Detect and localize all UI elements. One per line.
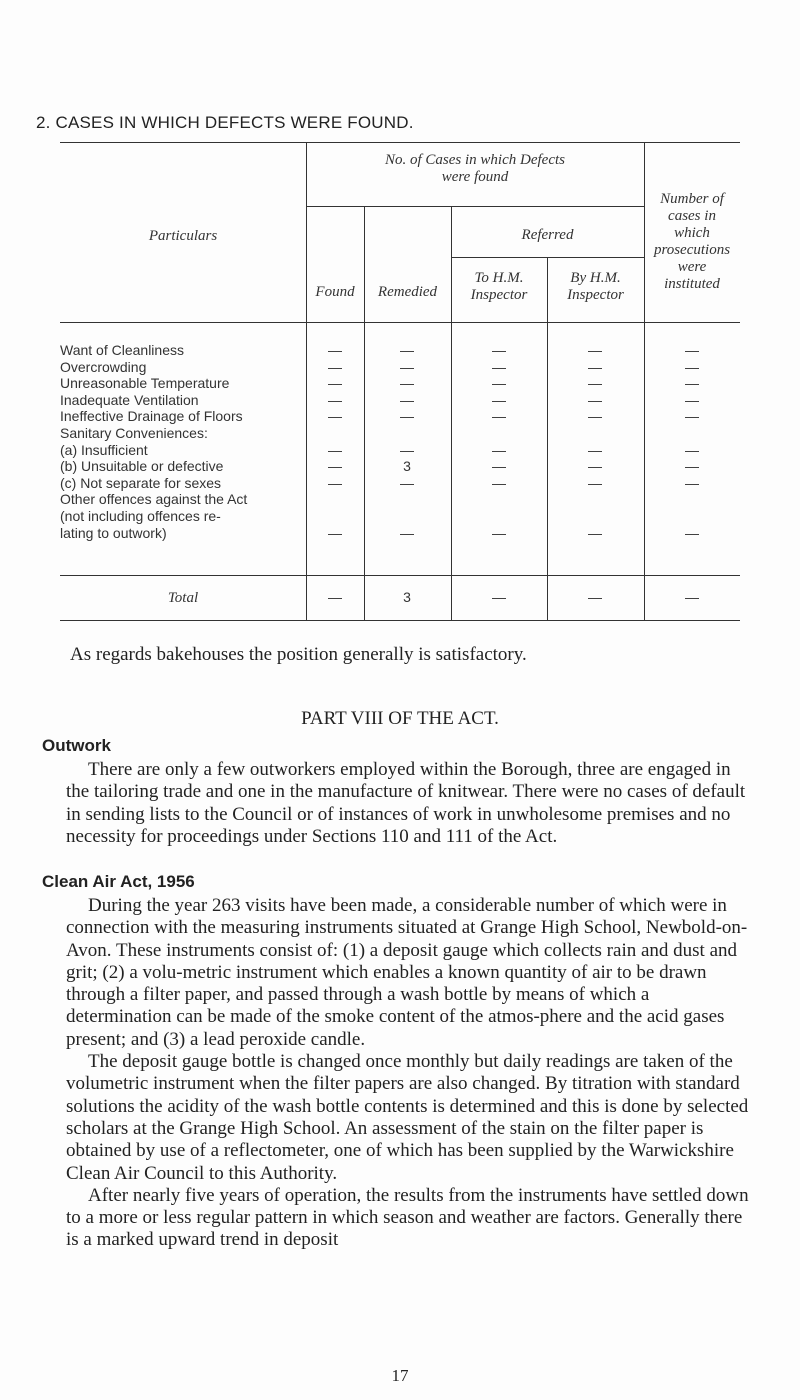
row-value: — <box>588 358 602 375</box>
clean-air-paragraph-1: During the year 263 visits have been made, a considerable number of which were in connection with the measuring instruments situated at Grange High School, Newbold-on-Avon. These instruments consist of: (1) a deposit gauge which collects rain and dust and grit; (2) a volu-metric instrument which enables a known quantity of air to be drawn through a filter paper, and passed through a wash bottle by means of which a determination can be made of the smoke content of the atmos-phere and the acid gases present; and (3) a lead peroxide candle. <box>66 895 748 1050</box>
table-row <box>60 359 740 376</box>
part-title: PART VIII OF THE ACT. <box>301 708 499 729</box>
row-value: — <box>588 441 602 458</box>
total-value: 3 <box>403 589 411 605</box>
row-value: — <box>492 358 506 375</box>
row-label: Other offences against the Act <box>60 491 248 508</box>
header-cases-line2: were found <box>441 169 509 185</box>
row-label: (c) Not separate for sexes <box>60 474 222 491</box>
row-value: — <box>492 441 506 458</box>
row-label: (not including offences re- <box>60 508 221 524</box>
header-cases-line1: No. of Cases in which Defects <box>385 152 565 168</box>
header-found: Found <box>315 284 355 300</box>
row-value: — <box>400 408 414 425</box>
row-label: Ineffective Drainage of Floors <box>60 408 243 425</box>
row-value: — <box>492 524 506 541</box>
row-value: — <box>685 474 699 491</box>
row-value: — <box>588 408 602 425</box>
total-value: — <box>328 589 342 605</box>
row-value: — <box>492 458 506 475</box>
row-value: — <box>685 375 699 392</box>
header-prosecutions-line: which <box>674 225 710 241</box>
row-value: — <box>588 524 602 541</box>
header-prosecutions-line: were <box>677 259 707 275</box>
table-bottom-rule <box>60 620 740 621</box>
row-label: (a) Insufficient <box>60 441 148 458</box>
header-to-hm-line2: Inspector <box>470 287 528 303</box>
row-value: — <box>328 474 342 491</box>
header-remedied: Remedied <box>377 284 438 300</box>
section-heading: 2. CASES IN WHICH DEFECTS WERE FOUND. <box>36 113 414 132</box>
bakehouses-sentence: As regards bakehouses the position generally is satisfactory. <box>70 644 527 665</box>
clean-air-paragraph-2: The deposit gauge bottle is changed once monthly but daily readings are taken of the volumetric instrument when the filter papers are also changed. By titration with standard solutions the acidity of the wash bottle contents is determined and this is done by selected scholars at the Grange High School. An assessment of the stain on the filter paper is obtained by use of a reflectometer, one of which has been supplied by the Warwickshire Clean Air Council to this Authority. <box>66 1051 749 1184</box>
table-row <box>60 425 740 442</box>
row-value: — <box>588 375 602 392</box>
header-to-hm-line1: To H.M. <box>474 270 524 286</box>
row-value: — <box>685 441 699 458</box>
row-value: — <box>588 458 602 475</box>
row-value: — <box>400 441 414 458</box>
total-value: — <box>685 589 699 605</box>
header-prosecutions-line: instituted <box>664 276 720 292</box>
total-top-rule <box>60 575 740 576</box>
row-value: — <box>685 391 699 408</box>
table-row <box>60 508 740 525</box>
row-label: Sanitary Conveniences: <box>60 425 208 441</box>
row-value: — <box>588 474 602 491</box>
row-label: Overcrowding <box>60 358 147 375</box>
row-value: — <box>328 358 342 375</box>
table-row <box>60 458 740 475</box>
row-value: — <box>400 391 414 408</box>
table-row <box>60 525 740 542</box>
outwork-paragraph <box>66 759 752 848</box>
total-value: — <box>492 589 506 605</box>
row-value: — <box>328 524 342 541</box>
row-label: Inadequate Ventilation <box>60 391 199 408</box>
row-value: — <box>685 358 699 375</box>
row-value: — <box>492 342 506 358</box>
table-row <box>60 475 740 492</box>
header-by-hm-line1: By H.M. <box>570 270 621 286</box>
table-top-rule <box>60 142 740 143</box>
row-value: — <box>328 342 342 358</box>
row-label: Want of Cleanliness <box>60 342 184 358</box>
row-value: — <box>400 474 414 491</box>
row-value: — <box>400 358 414 375</box>
clean-air-body <box>66 895 752 1252</box>
table-row <box>60 442 740 459</box>
table-row <box>60 491 740 508</box>
row-value: — <box>685 458 699 475</box>
row-value: — <box>400 342 414 358</box>
defects-table <box>60 142 740 622</box>
row-value: — <box>588 391 602 408</box>
outwork-text: There are only a few outworkers employed within the Borough, three are engaged in the tailoring trade and one in the manufacture of knitwear. There were no cases of default in sending lists to the Council or of instances of work in unwholesome premises and no necessity for proceedings under Sections 110 and 111 of the Act. <box>66 759 746 847</box>
table-row <box>60 342 740 359</box>
header-particulars: Particulars <box>148 228 218 244</box>
header-referred: Referred <box>521 227 574 243</box>
table-row <box>60 375 740 392</box>
row-value: — <box>492 375 506 392</box>
header-rule-cases <box>306 206 644 207</box>
row-label: Unreasonable Temperature <box>60 375 230 392</box>
row-value: — <box>685 408 699 425</box>
total-value: — <box>588 589 602 605</box>
header-prosecutions <box>644 191 740 293</box>
row-value: — <box>685 524 699 541</box>
row-value: — <box>492 474 506 491</box>
row-value: 3 <box>403 458 411 475</box>
table-row <box>60 408 740 425</box>
row-value: — <box>492 391 506 408</box>
header-bottom-rule <box>60 322 740 323</box>
row-value: — <box>400 375 414 392</box>
header-by-hm-line2: Inspector <box>567 287 624 303</box>
clean-air-title: Clean Air Act, 1956 <box>42 872 195 891</box>
outwork-title: Outwork <box>42 736 111 755</box>
total-label: Total <box>167 590 199 606</box>
header-prosecutions-line: Number of <box>660 191 724 207</box>
clean-air-paragraph-3: After nearly five years of operation, the results from the instruments have settled down to a more or less regular pattern in which season and weather are factors. Generally there is a marked upward trend in deposit <box>66 1184 749 1251</box>
row-value: — <box>492 408 506 425</box>
row-value: — <box>328 441 342 458</box>
row-label: (b) Unsuitable or defective <box>60 458 224 475</box>
row-value: — <box>328 375 342 392</box>
row-value: — <box>328 408 342 425</box>
row-label: lating to outwork) <box>60 524 167 541</box>
table-row <box>60 392 740 409</box>
row-value: — <box>685 342 699 358</box>
row-value: — <box>328 391 342 408</box>
header-prosecutions-line: cases in <box>668 208 716 224</box>
row-value: — <box>588 342 602 358</box>
row-value: — <box>400 524 414 541</box>
page-number: 17 <box>391 1366 409 1385</box>
header-prosecutions-line: prosecutions <box>653 242 731 258</box>
row-value: — <box>328 458 342 475</box>
total-values <box>60 589 740 606</box>
